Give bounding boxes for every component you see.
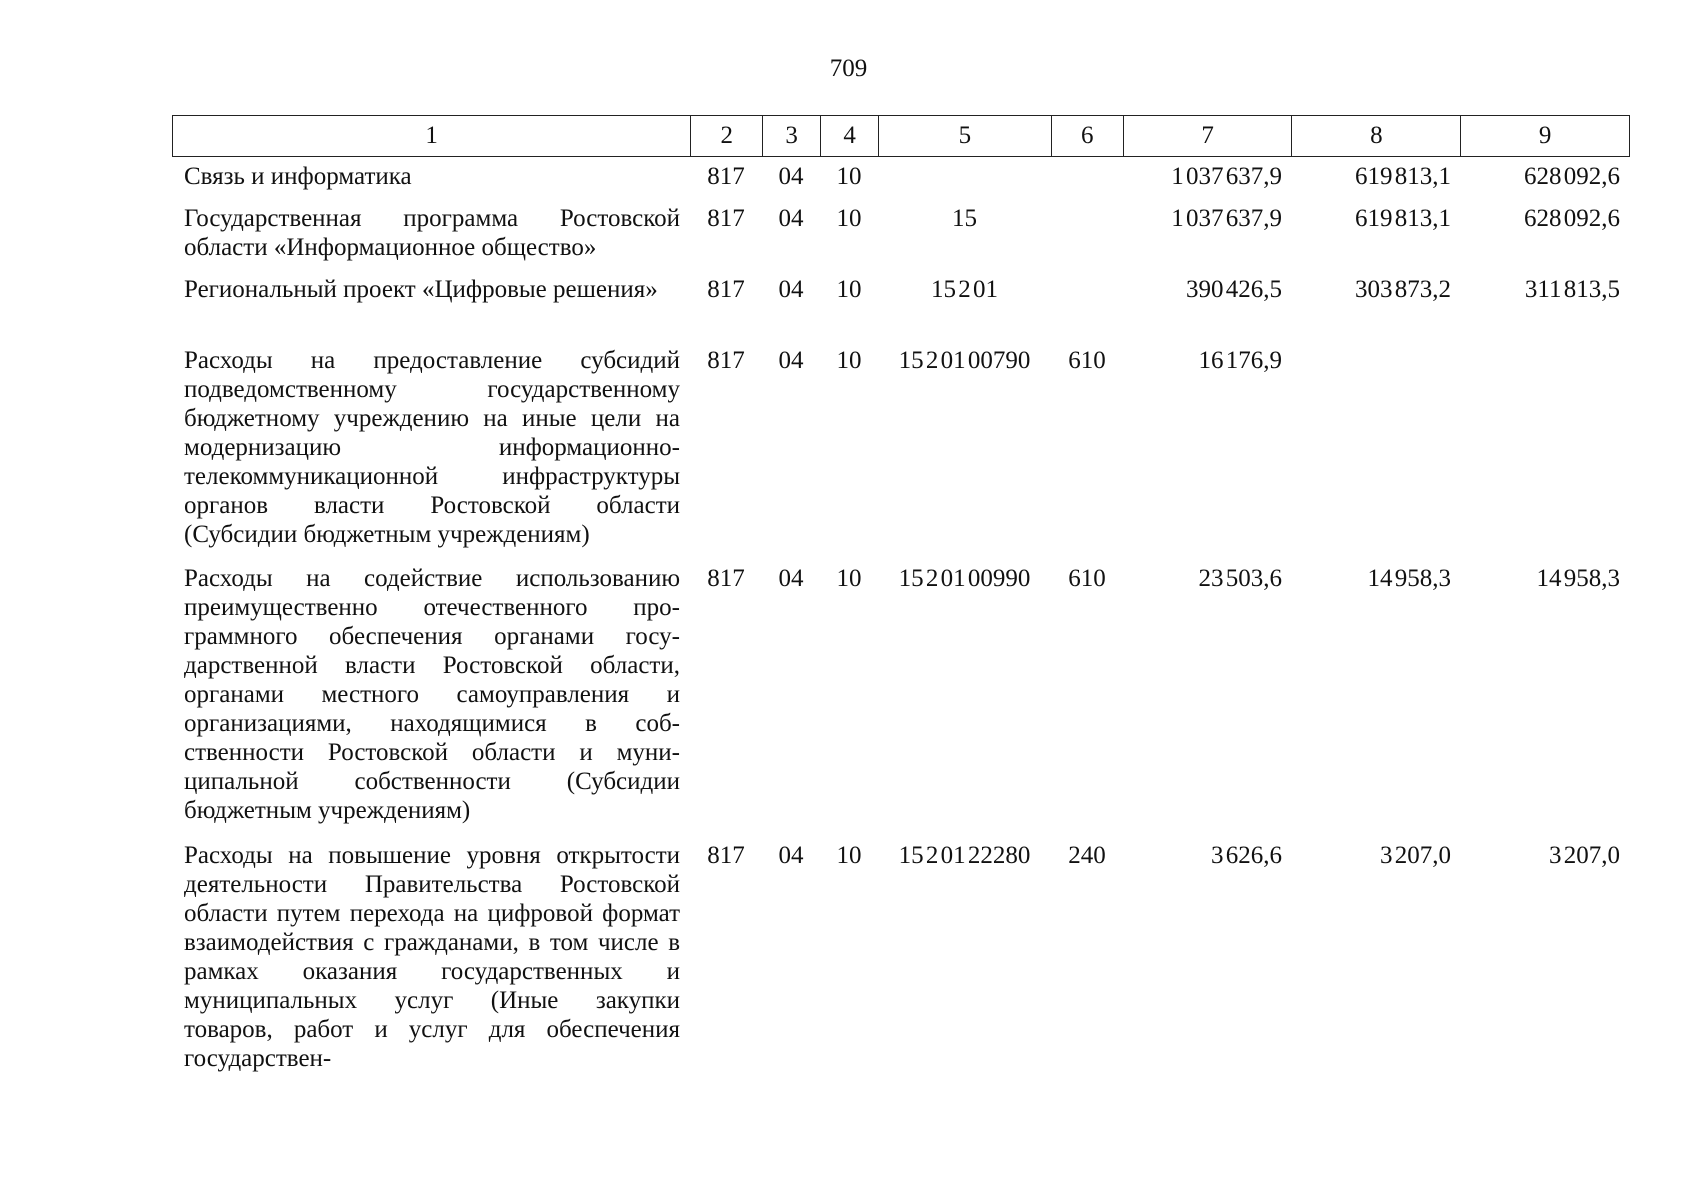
row-col-9: 628 092,6 <box>1524 163 1620 190</box>
table-row <box>172 841 1630 1091</box>
header-col-9: 9 <box>1460 116 1629 156</box>
row-col-7: 16 176,9 <box>1198 347 1282 374</box>
header-col-4: 4 <box>820 116 878 156</box>
row-col-2: 817 <box>707 276 745 303</box>
row-col-5: 15 2 01 <box>931 276 998 303</box>
header-col-2: 2 <box>690 116 762 156</box>
page-number: 709 <box>829 55 868 82</box>
row-col-8: 14 958,3 <box>1367 565 1451 592</box>
table-row <box>172 204 1630 275</box>
table-row <box>172 162 1630 204</box>
row-name: Связь и информатика <box>184 163 412 190</box>
row-col-2: 817 <box>707 842 745 869</box>
row-col-5 <box>878 162 1051 204</box>
row-col-8 <box>1292 346 1461 564</box>
row-col-7: 390 426,5 <box>1186 276 1282 303</box>
header-col-5: 5 <box>878 116 1051 156</box>
row-col-8: 303 873,2 <box>1355 276 1451 303</box>
row-col-9 <box>1461 346 1630 564</box>
row-col-2: 817 <box>707 565 745 592</box>
row-col-6 <box>1051 162 1123 204</box>
row-col-5: 15 <box>952 205 977 232</box>
row-col-3: 04 <box>778 842 804 869</box>
row-col-6: 610 <box>1068 565 1106 592</box>
row-col-2: 817 <box>707 163 745 190</box>
row-name: Расходы на содействие использованию преимущественно отечественного программного обеспечения органами государственной власти Ростовской области, органами местного самоуправления и организациями, находящимися в собственности Ростовской области и муниципальной собственности (Субсидии бюджетным учреждениям) <box>184 565 680 824</box>
row-col-6: 240 <box>1068 842 1106 869</box>
row-col-4: 10 <box>836 276 862 303</box>
row-col-6 <box>1051 204 1123 275</box>
row-col-7: 23 503,6 <box>1198 565 1282 592</box>
budget-table <box>172 115 1630 1091</box>
row-name: Государственная программа Ростовской области «Информационное общество» <box>184 205 680 261</box>
row-name: Расходы на предоставление субсидий подведомственному государственному бюджетному учреждению на иные цели на модернизацию информационно-телекоммуникационной инфраструктуры органов власти Ростовской области (Субсидии бюджетным учреждениям) <box>184 347 680 548</box>
row-col-3: 04 <box>778 347 804 374</box>
row-col-6: 610 <box>1068 347 1106 374</box>
row-col-3: 04 <box>778 163 804 190</box>
row-col-7: 1 037 637,9 <box>1171 205 1282 232</box>
row-col-9: 14 958,3 <box>1536 565 1620 592</box>
row-col-4: 10 <box>836 347 862 374</box>
header-col-1: 1 <box>425 122 438 149</box>
row-col-7: 1 037 637,9 <box>1171 163 1282 190</box>
row-col-3: 04 <box>778 565 804 592</box>
row-col-2: 817 <box>707 205 745 232</box>
row-col-2: 817 <box>707 347 745 374</box>
header-col-6: 6 <box>1051 116 1123 156</box>
row-col-6 <box>1051 275 1123 346</box>
table-header-row <box>172 115 1630 157</box>
row-col-5: 15 2 01 00990 <box>898 565 1031 592</box>
row-col-4: 10 <box>836 163 862 190</box>
header-col-3: 3 <box>762 116 820 156</box>
row-col-7: 3 626,6 <box>1211 842 1282 869</box>
row-col-9: 3 207,0 <box>1549 842 1620 869</box>
row-col-3: 04 <box>778 276 804 303</box>
row-col-4: 10 <box>836 842 862 869</box>
row-col-5: 15 2 01 22280 <box>898 842 1031 869</box>
header-col-8: 8 <box>1291 116 1460 156</box>
row-col-4: 10 <box>836 565 862 592</box>
row-col-9: 311 813,5 <box>1524 276 1620 303</box>
table-row <box>172 275 1630 346</box>
row-name: Региональный проект «Цифровые решения» <box>184 276 658 303</box>
row-col-8: 3 207,0 <box>1380 842 1451 869</box>
row-col-3: 04 <box>778 205 804 232</box>
row-col-8: 619 813,1 <box>1355 163 1451 190</box>
row-col-5: 15 2 01 00790 <box>898 347 1031 374</box>
table-row <box>172 346 1630 564</box>
row-col-9: 628 092,6 <box>1524 205 1620 232</box>
row-col-8: 619 813,1 <box>1355 205 1451 232</box>
row-col-4: 10 <box>836 205 862 232</box>
table-row <box>172 564 1630 841</box>
header-col-7: 7 <box>1123 116 1292 156</box>
row-name: Расходы на повышение уровня открытости деятельности Правительства Ростовской области путем перехода на цифровой формат взаимодействия с гражданами, в том числе в рамках оказания государственных и муниципальных услуг (Иные закупки товаров, работ и услуг для обеспечения государствен- <box>184 842 680 1072</box>
